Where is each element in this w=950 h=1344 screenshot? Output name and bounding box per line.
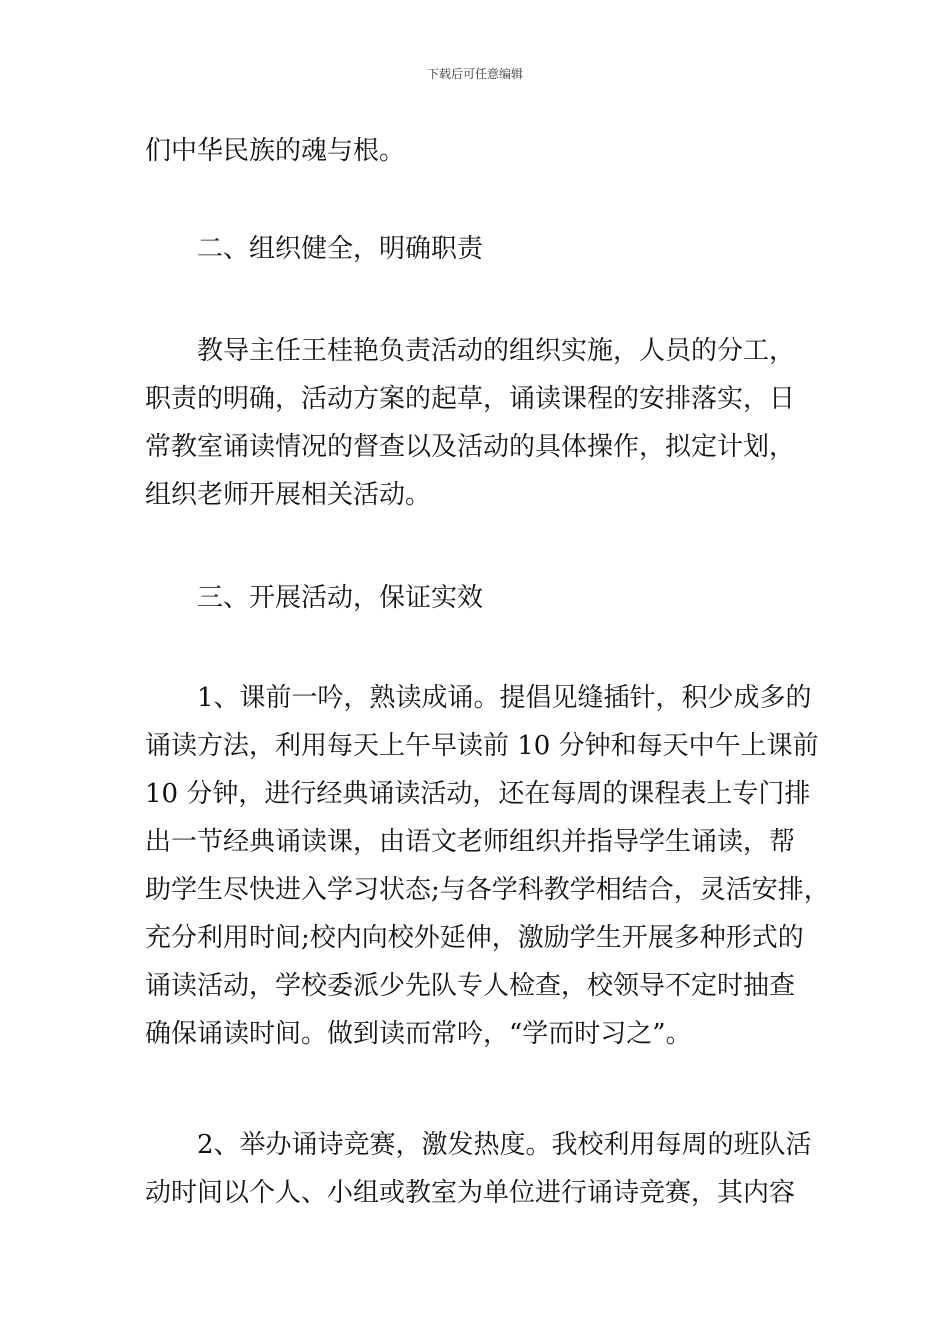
text-line: 出一节经典诵读课，由语文老师组织并指导学生诵读，帮	[145, 827, 796, 857]
text-line: 组织老师开展相关活动。	[145, 480, 432, 510]
text-line: 教导主任王桂艳负责活动的组织实施，人员的分工，	[197, 336, 796, 366]
section-heading-activities	[145, 574, 825, 622]
paragraph-responsibilities	[145, 327, 825, 519]
paragraph-item-2	[145, 1121, 825, 1217]
text-line: 们中华民族的魂与根。	[145, 136, 406, 166]
text-line: 确保诵读时间。做到读而常吟，“学而时习之”。	[145, 1019, 692, 1049]
text-line: 诵读方法，利用每天上午早读前 10 分钟和每天中午上课前	[145, 731, 819, 761]
heading-line: 三、开展活动，保证实效	[197, 583, 484, 613]
text-line: 诵读活动，学校委派少先队专人检查，校领导不定时抽查	[145, 971, 796, 1001]
heading-line: 二、组织健全，明确职责	[197, 234, 484, 264]
text-line: 动时间以个人、小组或教室为单位进行诵诗竞赛，其内容	[145, 1178, 796, 1208]
text-line: 2、举办诵诗竞赛，激发热度。我校利用每周的班队活	[197, 1130, 812, 1160]
text-line: 职责的明确，活动方案的起草，诵读课程的安排落实，日	[145, 384, 796, 414]
text-line: 助学生尽快进入学习状态;与各学科教学相结合，灵活安排，	[145, 875, 830, 905]
text-line: 1、课前一吟，熟读成诵。提倡见缝插针，积少成多的	[197, 683, 812, 713]
text-line: 常教室诵读情况的督查以及活动的具体操作，拟定计划，	[145, 432, 796, 462]
paragraph-item-1	[145, 674, 830, 1058]
paragraph-continuation	[145, 127, 825, 175]
text-line: 充分利用时间;校内向校外延伸，激励学生开展多种形式的	[145, 923, 804, 953]
page-header-note: 下载后可任意编辑	[426, 67, 523, 81]
section-heading-organization	[145, 225, 825, 273]
text-line: 10 分钟，进行经典诵读活动，还在每周的课程表上专门排	[145, 779, 811, 809]
